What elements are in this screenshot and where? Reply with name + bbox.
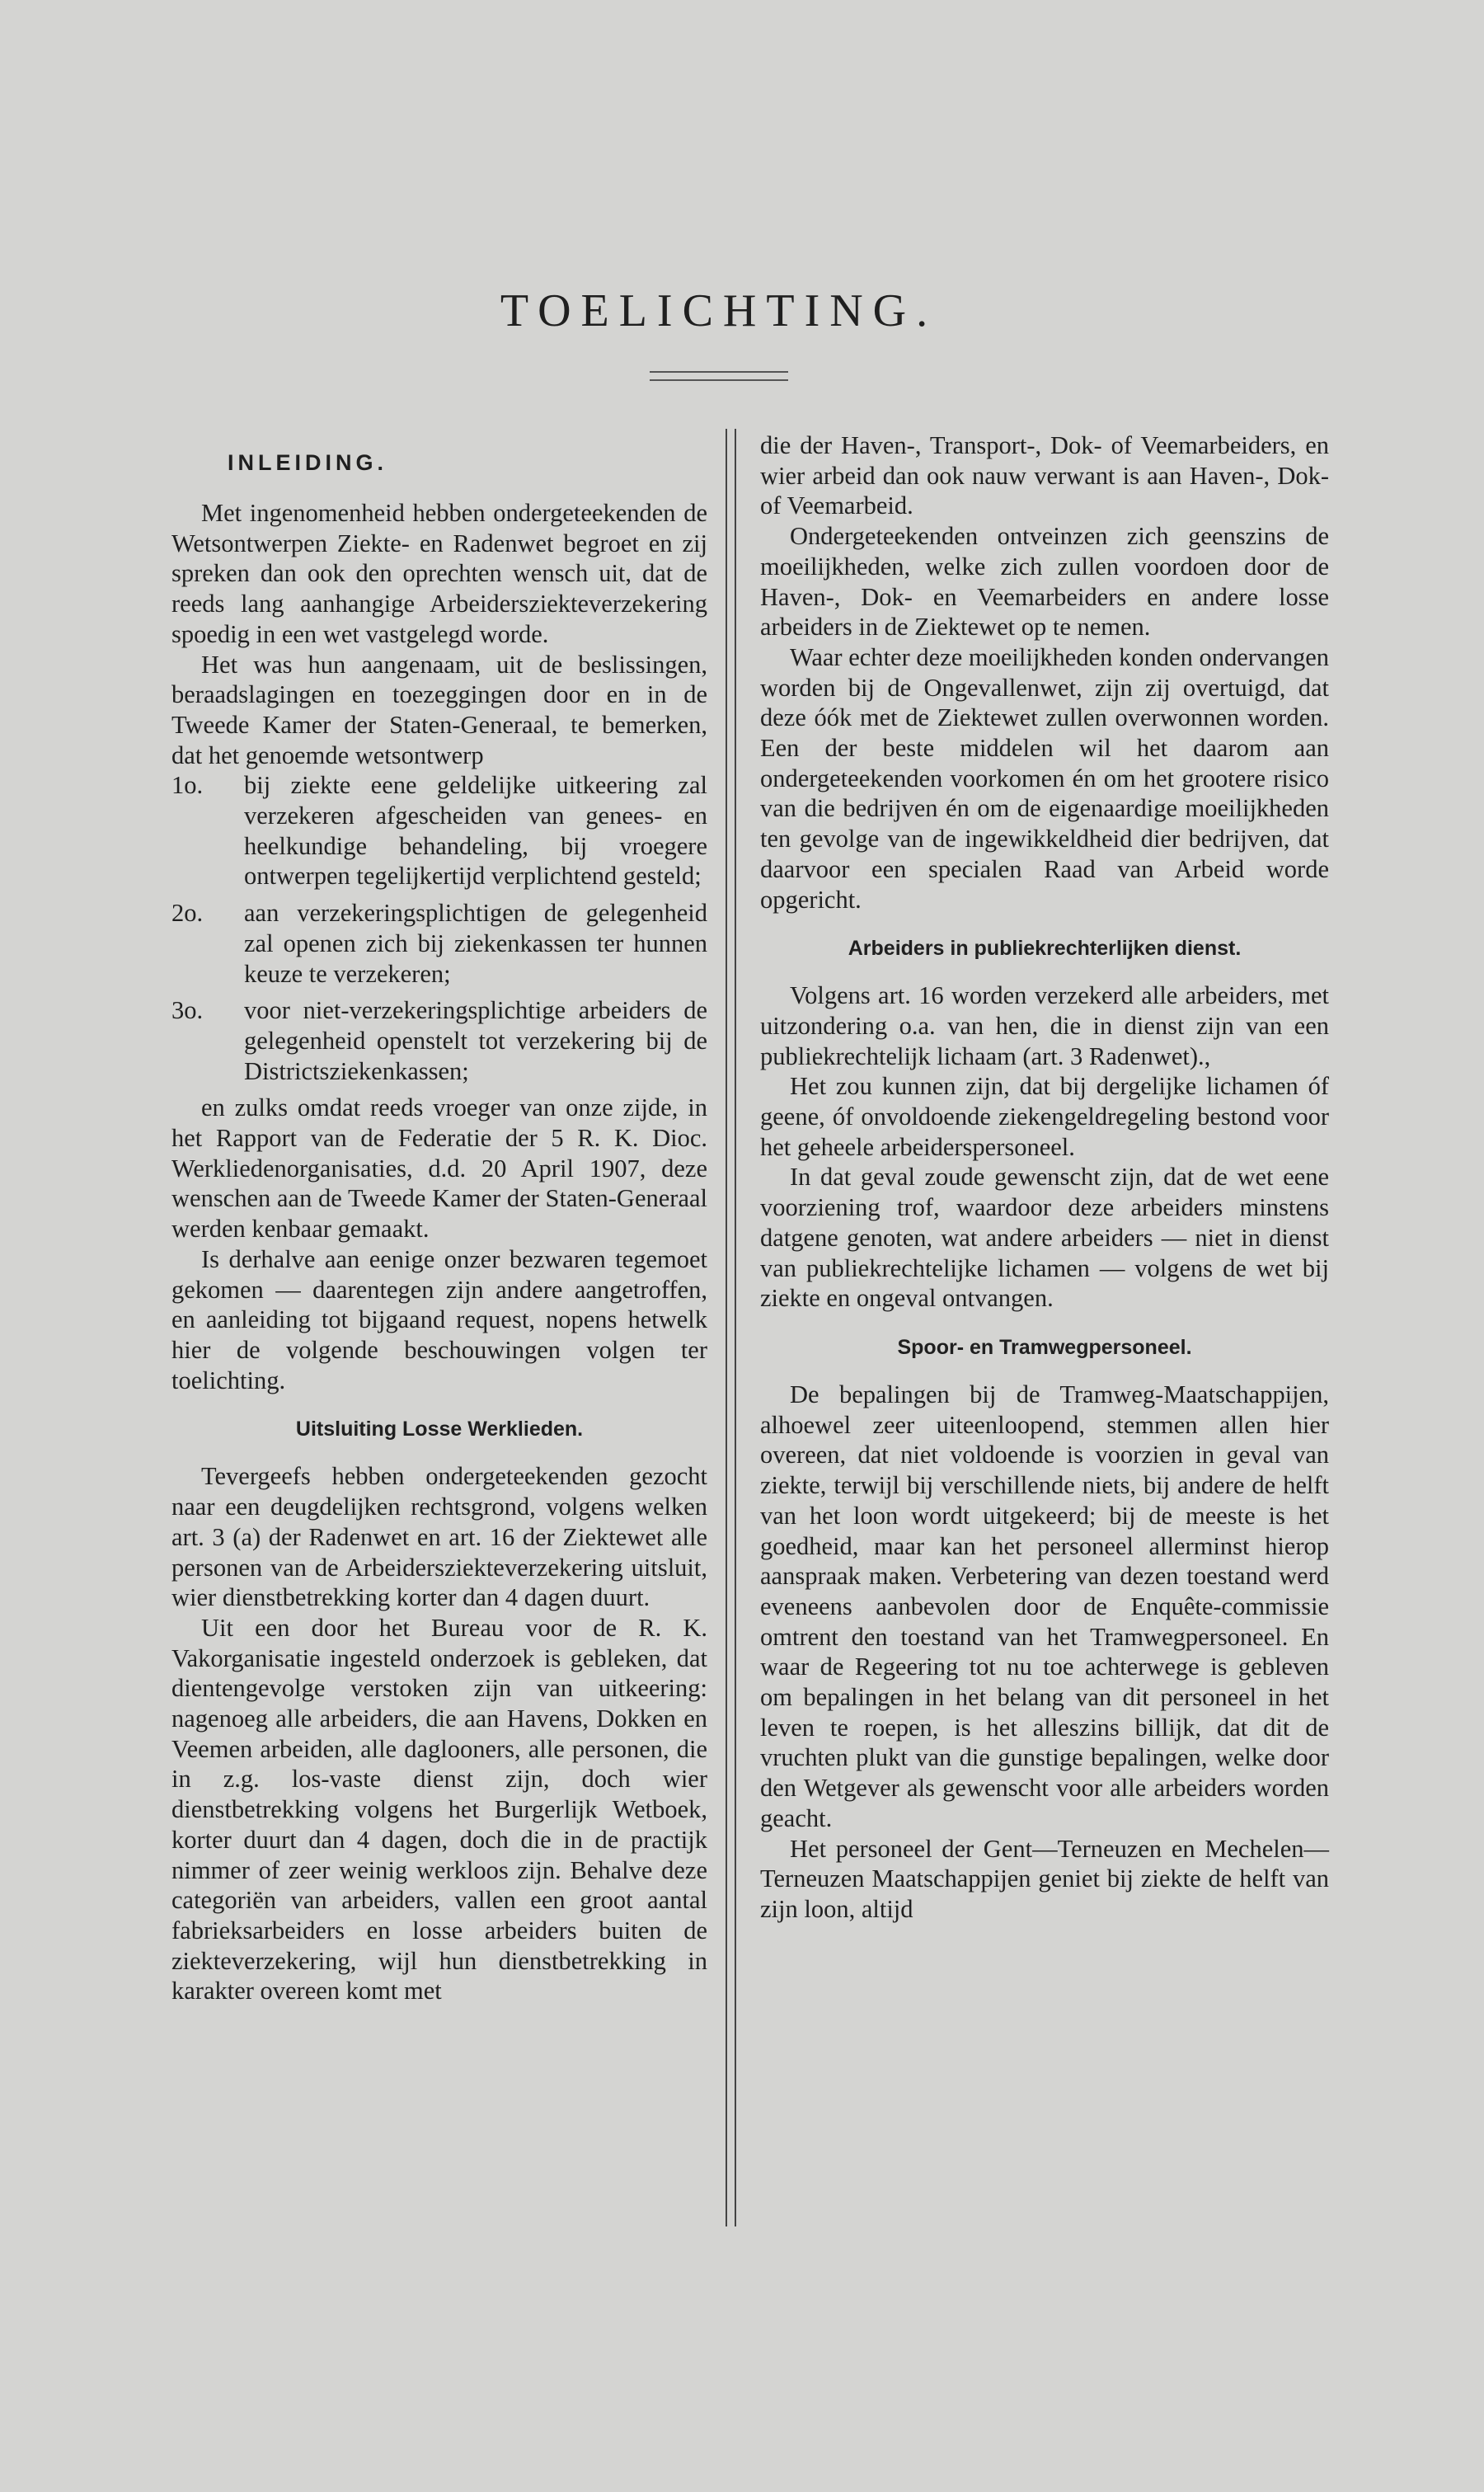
right-paragraph-1: Ondergeteekenden ontveinzen zich geenszins de moeilijkheden, welke zich zullen voordoen door de Haven-, Dok- en Veemarbeiders en andere losse arbeiders in de Ziektewet op te nemen.	[760, 522, 1329, 642]
page-title: TOELICHTING.	[500, 285, 938, 336]
section-heading-uitsluiting: Uitsluiting Losse Werklieden.	[295, 1418, 584, 1441]
intro-paragraph-2: Het was hun aangenaam, uit de beslissingen, beraadslagingen en toezeggingen door en in de Tweede Kamer der Staten-Generaal, te bemerken, dat het genoemde wetsontwerp	[171, 650, 707, 769]
continuation-paragraph: die der Haven-, Transport-, Dok- of Veemarbeiders, en wier arbeid dan ook nauw verwant is aan Haven-, Dok- of Veemarbeid.	[760, 431, 1329, 520]
section-heading-tramweg: Spoor- en Tramwegpersoneel.	[897, 1335, 1192, 1359]
list-item	[171, 995, 707, 1086]
publiek-paragraph-2: Het zou kunnen zijn, dat bij dergelijke lichamen óf geene, óf onvoldoende ziekengeldregeling bestond voor het geheele arbeiderspersoneel.	[760, 1072, 1329, 1161]
left-column	[171, 430, 707, 2006]
tramweg-paragraph-2: Het personeel der Gent—Terneuzen en Mechelen—Terneuzen Maatschappijen geniet bij ziekte de helft van zijn loon, altijd	[760, 1834, 1329, 1923]
uitsluiting-paragraph-1: Tevergeefs hebben ondergeteekenden gezocht naar een deugdelijken rechtsgrond, volgens welken art. 3 (a) der Radenwet en art. 16 der Ziektewet alle personen van de Arbeidersziekteverzekering uitsluit, wier dienstbetrekking korter dan 4 dagen duurt.	[171, 1462, 707, 1612]
right-column	[760, 430, 1329, 1925]
section-heading-inleiding: INLEIDING.	[228, 450, 388, 475]
list-item	[171, 898, 707, 989]
tramweg-paragraph-1: De bepalingen bij de Tramweg-Maatschappijen, alhoewel zeer uiteenloopend, stemmen allen hier overeen, dat niet voldoende is voorzien in geval van ziekte, terwijl bij verschillende niets, bij andere de helft van het loon wordt uitgekeerd; bij de meeste is het goedheid, maar kan het personeel allerminst hierop aanspraak maken. Verbetering van dezen toestand werd eveneens aanbevolen door de Enquête-commissie omtrent den toestand van het Tramwegpersoneel. En waar de Regeering tot nu toe achterwege is gebleven om bepalingen in het belang van dit personeel in het leven te roepen, is het alleszins billijk, dat dit de vruchten plukt van die gunstige bepalingen, welke door den Wetgever als gewenscht voor alle arbeiders worden geacht.	[760, 1380, 1329, 1832]
after-list-paragraph-2: Is derhalve aan eenige onzer bezwaren tegemoet gekomen — daarentegen zijn andere aangetroffen, en aanleiding tot bijgaand request, nopens hetwelk hier de volgende beschouwingen volgen ter toelichting.	[171, 1244, 707, 1394]
publiek-paragraph-3: In dat geval zoude gewenscht zijn, dat de wet eene voorziening trof, waardoor deze arbeiders minstens datgene genoten, wat andere arbeiders — niet in dienst van publiekrechtelijke lichamen — volgens de wet bij ziekte en ongeval ontvangen.	[760, 1163, 1329, 1313]
list-item-text: aan verzekeringsplichtigen de gelegenheid zal openen zich bij ziekenkassen ter hunnen keuze te verzekeren;	[244, 899, 707, 988]
intro-paragraph-1: Met ingenomenheid hebben ondergeteekenden de Wetsontwerpen Ziekte- en Radenwet begroet en zij spreken dan ook den oprechten wensch uit, dat de reeds lang aanhangige Arbeidersziekteverzekering spoedig in een wet vastgelegd worde.	[171, 499, 707, 648]
column-divider-right	[735, 429, 736, 2226]
title-rule-bottom	[650, 379, 788, 381]
list-item-number: 3o.	[171, 996, 204, 1025]
list-item	[171, 770, 707, 891]
uitsluiting-paragraph-2: Uit een door het Bureau voor de R. K. Vakorganisatie ingesteld onderzoek is gebleken, dat dientengevolge verstoken zijn van uitkeering: nagenoeg alle arbeiders, die aan Havens, Dokken en Veemen arbeiden, alle daglooners, alle personen, die in z.g. los-vaste dienst zijn, doch wier dienstbetrekking volgens het Burgerlijk Wetboek, korter duurt dan 4 dagen, doch die in de practijk nimmer of zeer weinig werkloos zijn. Behalve deze categoriën van arbeiders, vallen een groot aantal fabrieksarbeiders en losse arbeiders buiten de ziekteverzekering, wijl hun dienstbetrekking in karakter overeen komt met	[171, 1613, 707, 2005]
list-item-number: 2o.	[171, 899, 204, 928]
column-divider-left	[726, 429, 727, 2226]
list-item-text: voor niet-verzekeringsplichtige arbeiders de gelegenheid openstelt tot verzekering bij de Districtsziekenkassen;	[244, 996, 707, 1085]
after-list-paragraph-1: en zulks omdat reeds vroeger van onze zijde, in het Rapport van de Federatie der 5 R. K. Dioc. Werkliedenorganisaties, d.d. 20 April 1907, deze wenschen aan de Tweede Kamer der Staten-Generaal werden kenbaar gemaakt.	[171, 1093, 707, 1244]
title-rule-top	[650, 371, 788, 373]
list-item-number: 1o.	[171, 771, 204, 800]
list-item-text: bij ziekte eene geldelijke uitkeering zal verzekeren afgescheiden van genees- en heelkundige behandeling, bij vroegere ontwerpen tegelijkertijd verplichtend gesteld;	[244, 771, 707, 891]
numbered-list	[171, 770, 707, 1086]
publiek-paragraph-1: Volgens art. 16 worden verzekerd alle arbeiders, met uitzondering o.a. van hen, die in dienst zijn van een publiekrechtelijk lichaam (art. 3 Radenwet).,	[760, 981, 1329, 1070]
section-heading-publiekrechterlijk: Arbeiders in publiekrechterlijken dienst.	[848, 937, 1242, 961]
right-paragraph-2: Waar echter deze moeilijkheden konden ondervangen worden bij de Ongevallenwet, zijn zij overtuigd, dat deze óók met de Ziektewet zullen overwonnen worden. Een der beste middelen wil het daarom aan ondergeteekenden voorkomen én om het grootere risico van die bedrijven én om de eigenaardige moeilijkheden ten gevolge van de ingewikkeldheid dier bedrijven, dat daarvoor een specialen Raad van Arbeid worde opgericht.	[760, 642, 1329, 914]
